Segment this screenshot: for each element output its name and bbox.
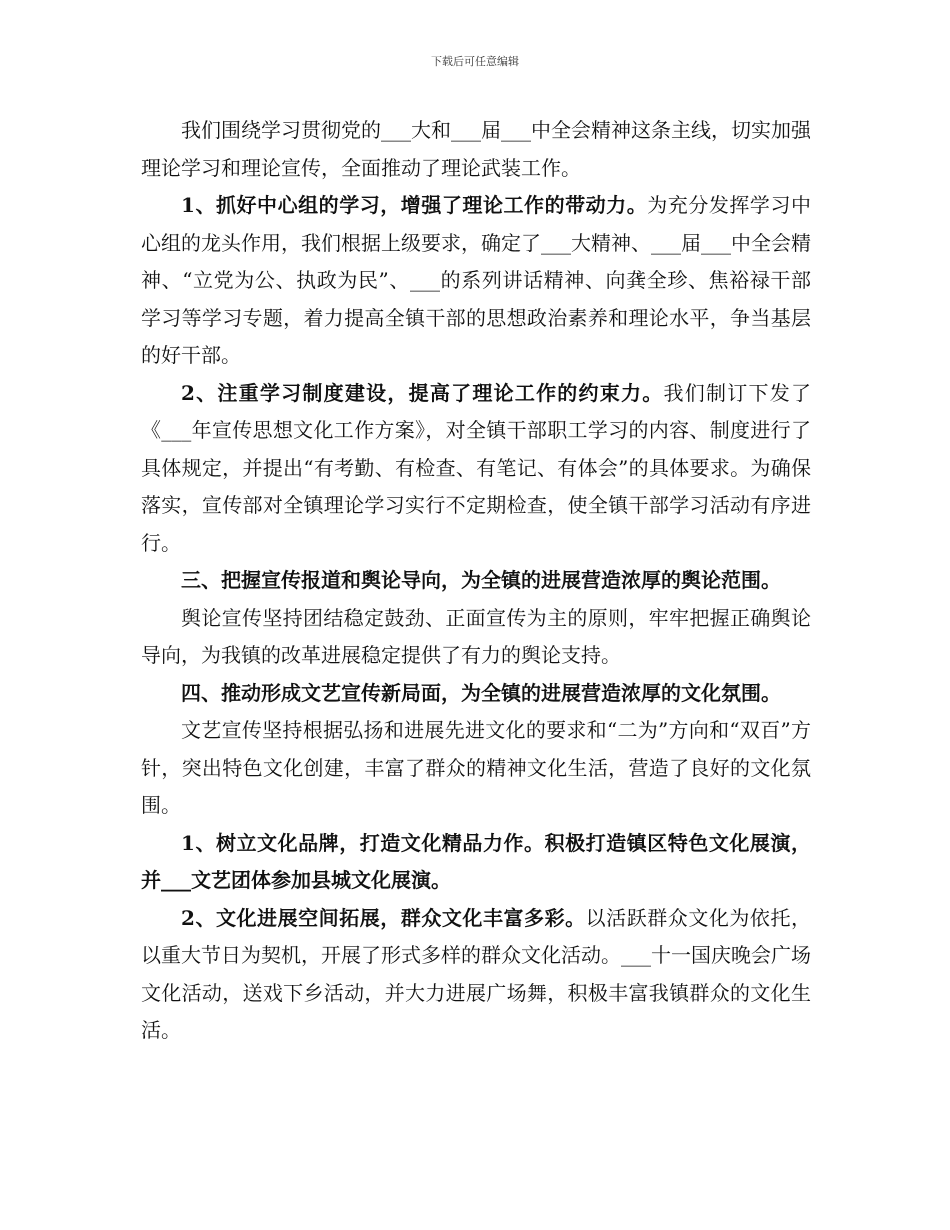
- paragraph-lead: 2、注重学习制度建设，提高了理论工作的约束力。: [181, 380, 664, 405]
- heading-text: 三、把握宣传报道和舆论导向，为全镇的进展营造浓厚的舆论范围。: [181, 568, 781, 592]
- paragraph: [141, 900, 811, 1050]
- paragraph: [141, 187, 811, 375]
- page-header: 下载后可任意编辑: [431, 55, 519, 68]
- paragraph-text: 我们制订下发了《___年宣传思想文化工作方案》，对全镇干部职工学习的内容、制度进行了具体规定，并提出“有考勤、有检查、有笔记、有体会”的具体要求。为确保落实，宣传部对全镇理论学习实行不定期检查，使全镇干部学习活动有序进行。: [141, 380, 811, 555]
- section-heading: [141, 562, 811, 600]
- document-body: [141, 112, 811, 1050]
- paragraph: [141, 375, 811, 563]
- paragraph: [141, 112, 811, 187]
- paragraph-text: 文艺宣传坚持根据弘扬和进展先进文化的要求和“二为”方向和“双百”方针，突出特色文化创建，丰富了群众的精神文化生活，营造了良好的文化氛围。: [141, 718, 811, 817]
- section-heading: [141, 675, 811, 713]
- paragraph-text: 为充分发挥学习中心组的龙头作用，我们根据上级要求，确定了___大精神、___届___中全会精神、“立党为公、执政为民”、___的系列讲话精神、向龚全珍、焦裕禄干部学习等学习专题，着力提高全镇干部的思想政治素养和理论水平，争当基层的好干部。: [141, 193, 812, 367]
- paragraph-text: 我们围绕学习贯彻党的___大和___届___中全会精神这条主线，切实加强理论学习和理论宣传，全面推动了理论武装工作。: [141, 118, 811, 180]
- paragraph-text: 以活跃群众文化为依托，以重大节日为契机，开展了形式多样的群众文化活动。___十一国庆晚会广场文化活动，送戏下乡活动，并大力进展广场舞，积极丰富我镇群众的文化生活。: [141, 905, 811, 1042]
- paragraph-lead: 1、抓好中心组的学习，增强了理论工作的带动力。: [181, 193, 648, 217]
- paragraph: [141, 600, 811, 675]
- paragraph-lead: 2、文化进展空间拓展，群众文化丰富多彩。: [181, 905, 586, 930]
- paragraph: [141, 712, 811, 825]
- subsection-heading: [141, 825, 811, 900]
- paragraph-text: 舆论宣传坚持团结稳定鼓劲、正面宣传为主的原则，牢牢把握正确舆论导向，为我镇的改革进展稳定提供了有力的舆论支持。: [141, 605, 811, 667]
- heading-text: 1、树立文化品牌，打造文化精品力作。积极打造镇区特色文化展演，并___文艺团体参加县城文化展演。: [141, 830, 811, 892]
- heading-text: 四、推动形成文艺宣传新局面，为全镇的进展营造浓厚的文化氛围。: [181, 680, 781, 705]
